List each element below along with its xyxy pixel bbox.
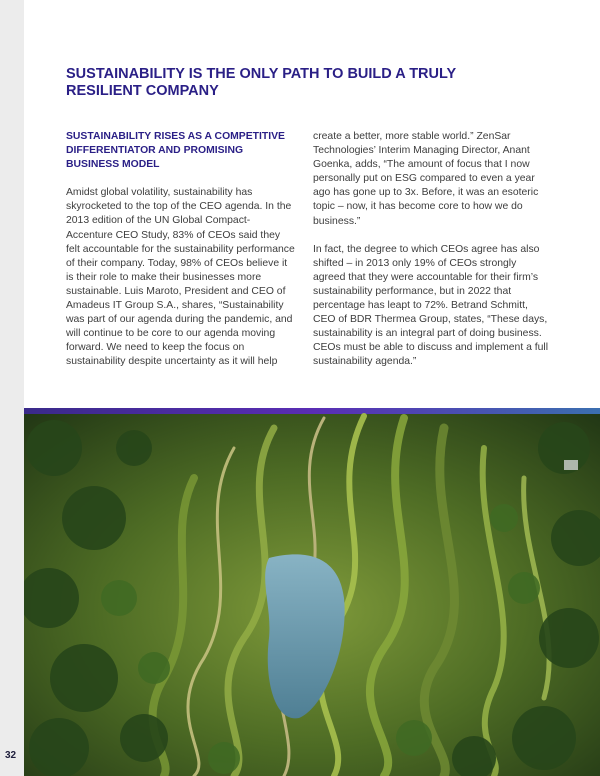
page-number: 32: [5, 750, 17, 761]
right-column: [313, 130, 549, 384]
left-paragraph: Amidst global volatility, sustainability has skyrocketed to the top of the CEO agenda. In the 2013 edition of the UN Global Compact-Accenture CEO Study, 83% of CEOs said they felt accountable for the sustainability performance of their company. Today, 98% of CEOs believe it is their role to make their businesses more sustainable. Luis Maroto, President and CEO of Amadeus IT Group S.A., shares, “Sustainability was part of our agenda during the pandemic, and will continue to be core to our agenda moving forward. We need to keep the focus on sustainability despite uncertainty as it will help: [66, 187, 295, 368]
right-paragraph-1: create a better, more stable world.” ZenSar Technologies’ Interim Managing Director, Anant Goenka, adds, “The amount of focus that I now personally put on ESG compared to even a year ago has gone up to 3x. Before, it was an esoteric topic – now, it has become core to how we do business.”: [313, 131, 539, 227]
left-column: [66, 130, 296, 384]
rice-terrace-aerial-photo: [24, 408, 600, 776]
right-paragraph-2: In fact, the degree to which CEOs agree has also shifted – in 2013 only 19% of CEOs strongly agreed that they were accountable for their firm’s sustainability performance, but in 2022 that percentage has leapt to 72%. Betrand Schmitt, CEO of BDR Thermea Group, states, “These days, sustainability is an integral part of doing business. CEOs must be able to discuss and implement a full sustainability agenda.”: [313, 243, 549, 368]
left-margin-strip: [0, 0, 24, 776]
page-title: SUSTAINABILITY IS THE ONLY PATH TO BUILD A TRULY RESILIENT COMPANY: [66, 66, 456, 99]
section-heading: SUSTAINABILITY RISES AS A COMPETITIVE DIFFERENTIATOR AND PROMISING BUSINESS MODEL: [66, 131, 285, 171]
